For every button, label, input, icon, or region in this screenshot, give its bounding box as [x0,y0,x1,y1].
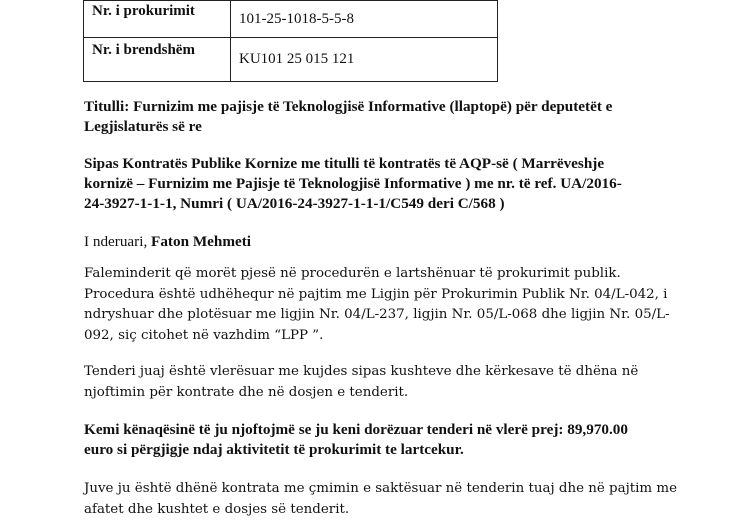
contract-line-3: 24-3927-1-1-1, Numri ( UA/2016-24-3927-1-1-1/C549 deri C/568 ) [84,195,505,212]
reference-table [83,0,498,82]
contract-reference-paragraph [84,154,684,214]
internal-number-value: KU101 25 015 121 [231,38,498,82]
tender-line-2: njoftimin për kontrate dhe në dosjen e tenderit. [84,384,409,400]
thanks-line-1: Faleminderit që morët pjesë në procedurën e lartshënuar të prokurimit publik. [84,266,621,281]
tender-evaluation-paragraph [84,362,678,403]
notice-line-1: Kemi kënaqësinë të ju njoftojmë se ju keni dorëzuar tenderi në vlerë prej: 89,970.00 [84,421,628,438]
title-line-1: Titulli: Furnizim me pajisje të Teknologjisë Informative (llaptopë) për deputetët e [84,98,613,115]
greeting [84,232,684,252]
tender-line-1: Tenderi juaj është vlerësuar me kujdes sipas kushteve dhe kërkesave të dhëna në [84,364,639,379]
reference-row-procurement-number [84,1,498,38]
recipient-name: Faton Mehmeti [151,233,252,250]
contract-award-paragraph [84,479,678,520]
award-line-2: afatet dhe kushtet e dosjes së tenderit. [84,501,350,517]
thanks-line-4: 092, siç citohet në vazhdim “LPP ”. [84,327,324,343]
notice-paragraph [84,420,678,460]
contract-line-1: Sipas Kontratës Publike Kornize me titulli të kontratës të AQP-së ( Marrëveshje [84,155,605,172]
title-paragraph [84,97,684,137]
notice-line-2: euro si përgjigje ndaj aktivitetit të prokurimit te lartcekur. [84,441,464,458]
thanks-line-2: Procedura është udhëhequr në pajtim me Ligjin për Prokurimin Publik Nr. 04/L-042, i [84,286,668,302]
procurement-number-value: 101-25-1018-5-5-8 [231,1,498,38]
contract-line-2: kornizë – Furnizim me Pajisje të Teknologjisë Informative ) me nr. të ref. UA/2016- [84,175,622,192]
reference-row-internal-number [84,38,498,82]
title-line-2: Legjislaturës së re [84,118,202,135]
thanks-paragraph [84,264,678,346]
thanks-line-3: ndryshuar dhe plotësuar me ligjin Nr. 04/L-237, ligjin Nr. 05/L-068 dhe ligjin Nr. 05/L- [84,307,670,322]
procurement-number-label: Nr. i prokurimit [84,1,231,38]
internal-number-label: Nr. i brendshëm [84,38,231,82]
award-line-1: Juve ju është dhënë kontrata me çmimin e saktësuar në tenderin tuaj dhe në pajtim me [84,481,677,496]
greeting-prefix: I nderuari, [84,233,152,250]
